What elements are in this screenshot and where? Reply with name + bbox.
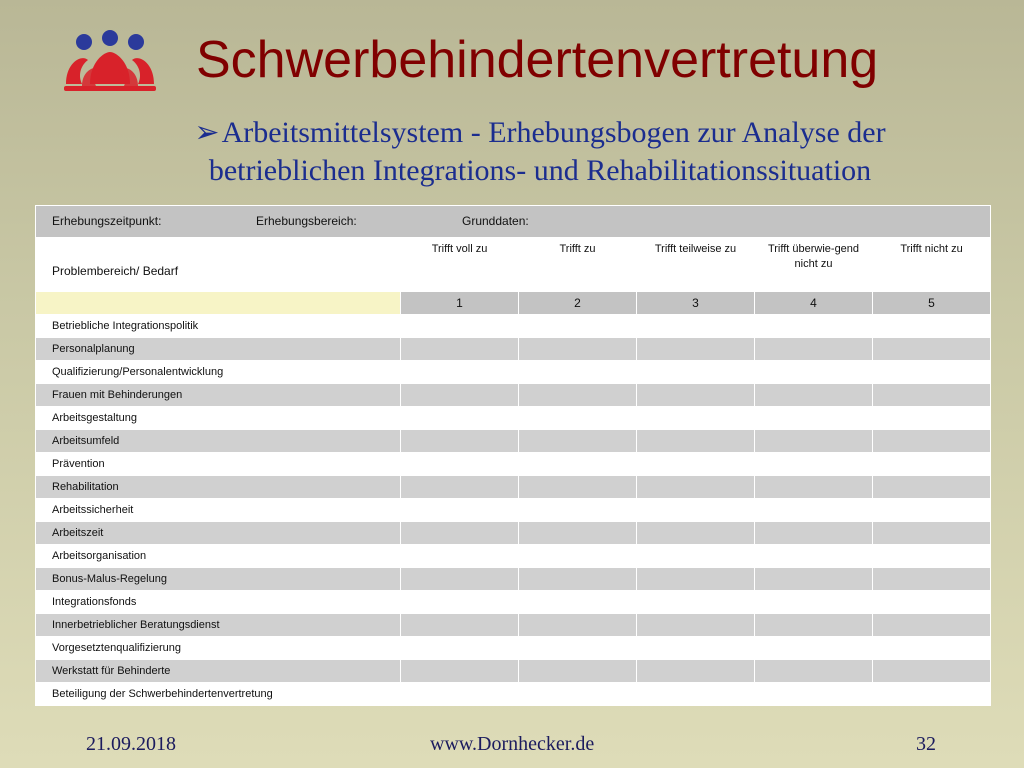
rating-cell[interactable] <box>755 660 873 683</box>
table-row <box>36 384 991 407</box>
rating-cell[interactable] <box>637 522 755 545</box>
rating-cell[interactable] <box>873 660 991 683</box>
table-row <box>36 476 991 499</box>
rating-cell[interactable] <box>637 683 755 706</box>
column-header: Trifft zu <box>519 238 637 292</box>
table-row <box>36 568 991 591</box>
rating-cell[interactable] <box>755 430 873 453</box>
problem-area-label: Integrationsfonds <box>36 591 401 614</box>
rating-cell[interactable] <box>401 522 519 545</box>
problem-area-label: Frauen mit Behinderungen <box>36 384 401 407</box>
problem-area-label: Arbeitssicherheit <box>36 499 401 522</box>
rating-cell[interactable] <box>401 614 519 637</box>
scale-number: 3 <box>637 292 755 315</box>
scale-number: 1 <box>401 292 519 315</box>
footer-date: 21.09.2018 <box>86 733 176 755</box>
column-header-row <box>36 238 991 292</box>
rating-cell[interactable] <box>519 660 637 683</box>
rating-cell[interactable] <box>519 384 637 407</box>
table-row <box>36 315 991 338</box>
rating-cell[interactable] <box>519 476 637 499</box>
problem-area-label: Rehabilitation <box>36 476 401 499</box>
rating-cell[interactable] <box>401 545 519 568</box>
rating-cell[interactable] <box>519 338 637 361</box>
rating-cell[interactable] <box>401 568 519 591</box>
scale-number: 5 <box>873 292 991 315</box>
rating-cell[interactable] <box>755 361 873 384</box>
table-row <box>36 683 991 706</box>
rating-cell[interactable] <box>637 453 755 476</box>
rating-cell[interactable] <box>755 476 873 499</box>
rating-cell[interactable] <box>755 384 873 407</box>
rating-cell[interactable] <box>401 453 519 476</box>
meta-cell <box>36 206 991 238</box>
rating-cell[interactable] <box>401 591 519 614</box>
footer-page-number: 32 <box>916 733 936 755</box>
rating-cell[interactable] <box>519 522 637 545</box>
bereich-label: Erhebungsbereich: <box>256 214 357 228</box>
rating-cell[interactable] <box>637 315 755 338</box>
rating-cell[interactable] <box>873 637 991 660</box>
table-row <box>36 522 991 545</box>
rating-cell[interactable] <box>637 430 755 453</box>
rating-cell[interactable] <box>873 384 991 407</box>
rating-cell[interactable] <box>519 591 637 614</box>
rating-cell[interactable] <box>519 614 637 637</box>
problem-area-label: Personalplanung <box>36 338 401 361</box>
rating-cell[interactable] <box>873 453 991 476</box>
column-header: Trifft voll zu <box>401 238 519 292</box>
rating-cell[interactable] <box>401 637 519 660</box>
row-label-header: Problembereich/ Bedarf <box>36 238 401 292</box>
table-row <box>36 453 991 476</box>
rating-cell[interactable] <box>401 430 519 453</box>
rating-cell[interactable] <box>873 407 991 430</box>
table-row <box>36 407 991 430</box>
column-header: Trifft überwie-gend nicht zu <box>755 238 873 292</box>
rating-cell[interactable] <box>755 407 873 430</box>
rating-cell[interactable] <box>519 637 637 660</box>
rating-cell[interactable] <box>637 476 755 499</box>
problem-area-label: Arbeitsgestaltung <box>36 407 401 430</box>
table-row <box>36 545 991 568</box>
rating-cell[interactable] <box>519 430 637 453</box>
rating-cell[interactable] <box>637 614 755 637</box>
table-row <box>36 338 991 361</box>
rating-cell[interactable] <box>755 315 873 338</box>
rating-cell[interactable] <box>873 499 991 522</box>
rating-cell[interactable] <box>637 384 755 407</box>
rating-cell[interactable] <box>637 591 755 614</box>
rating-cell[interactable] <box>637 499 755 522</box>
grunddaten-label: Grunddaten: <box>462 214 529 228</box>
rating-cell[interactable] <box>755 591 873 614</box>
rating-cell[interactable] <box>755 522 873 545</box>
problem-area-label: Vorgesetztenqualifizierung <box>36 637 401 660</box>
zeitpunkt-label: Erhebungszeitpunkt: <box>52 214 162 228</box>
rating-cell[interactable] <box>873 338 991 361</box>
rating-cell[interactable] <box>873 522 991 545</box>
rating-cell[interactable] <box>873 430 991 453</box>
rating-cell[interactable] <box>637 568 755 591</box>
rating-cell[interactable] <box>401 407 519 430</box>
rating-cell[interactable] <box>637 660 755 683</box>
rating-cell[interactable] <box>873 614 991 637</box>
rating-cell[interactable] <box>401 683 519 706</box>
rating-cell[interactable] <box>755 568 873 591</box>
table-body <box>36 315 991 706</box>
problem-area-label: Qualifizierung/Personalentwicklung <box>36 361 401 384</box>
problem-area-label: Betriebliche Integrationspolitik <box>36 315 401 338</box>
rating-cell[interactable] <box>755 614 873 637</box>
rating-cell[interactable] <box>519 453 637 476</box>
problem-area-label: Arbeitsorganisation <box>36 545 401 568</box>
logo-icon <box>60 26 160 96</box>
rating-cell[interactable] <box>519 361 637 384</box>
problem-area-label: Werkstatt für Behinderte <box>36 660 401 683</box>
scale-number: 2 <box>519 292 637 315</box>
rating-cell[interactable] <box>755 453 873 476</box>
problem-area-label: Innerbetrieblicher Beratungsdienst <box>36 614 401 637</box>
meta-row <box>36 206 991 238</box>
rating-cell[interactable] <box>873 315 991 338</box>
rating-cell[interactable] <box>637 637 755 660</box>
problem-area-label: Arbeitszeit <box>36 522 401 545</box>
rating-cell[interactable] <box>401 384 519 407</box>
rating-cell[interactable] <box>873 361 991 384</box>
problem-area-label: Bonus-Malus-Regelung <box>36 568 401 591</box>
rating-cell[interactable] <box>873 476 991 499</box>
rating-cell[interactable] <box>519 407 637 430</box>
rating-cell[interactable] <box>873 545 991 568</box>
table-row <box>36 660 991 683</box>
rating-cell[interactable] <box>755 683 873 706</box>
subtitle-text: Arbeitsmittelsystem - Erhebungsbogen zur Analyse der betrieblichen Integrations- und Rehabilitationssituation <box>208 116 886 187</box>
table-row <box>36 499 991 522</box>
rating-cell[interactable] <box>519 683 637 706</box>
rating-cell[interactable] <box>755 338 873 361</box>
rating-cell[interactable] <box>401 315 519 338</box>
table-row <box>36 430 991 453</box>
rating-cell[interactable] <box>519 545 637 568</box>
rating-cell[interactable] <box>755 637 873 660</box>
survey-table <box>35 205 991 706</box>
rating-cell[interactable] <box>401 476 519 499</box>
rating-cell[interactable] <box>401 361 519 384</box>
rating-cell[interactable] <box>401 338 519 361</box>
rating-cell[interactable] <box>637 545 755 568</box>
rating-cell[interactable] <box>637 407 755 430</box>
problem-area-label: Arbeitsumfeld <box>36 430 401 453</box>
rating-cell[interactable] <box>755 499 873 522</box>
rating-cell[interactable] <box>401 499 519 522</box>
rating-cell[interactable] <box>873 568 991 591</box>
rating-cell[interactable] <box>519 315 637 338</box>
blank-cell <box>36 292 401 315</box>
table-row <box>36 361 991 384</box>
scale-number: 4 <box>755 292 873 315</box>
scale-number-row <box>36 292 991 315</box>
rating-cell[interactable] <box>637 361 755 384</box>
arrow-bullet-icon: ➢ <box>194 116 220 149</box>
page-title: Schwerbehindertenvertretung <box>196 31 879 89</box>
rating-cell[interactable] <box>873 683 991 706</box>
table-row <box>36 637 991 660</box>
rating-cell[interactable] <box>519 499 637 522</box>
column-header: Trifft nicht zu <box>873 238 991 292</box>
table-row <box>36 614 991 637</box>
problem-area-label: Beteiligung der Schwerbehindertenvertretung <box>36 683 401 706</box>
subtitle <box>130 114 950 190</box>
problem-area-label: Prävention <box>36 453 401 476</box>
rating-cell[interactable] <box>519 568 637 591</box>
column-header: Trifft teilweise zu <box>637 238 755 292</box>
table-row <box>36 591 991 614</box>
rating-cell[interactable] <box>401 660 519 683</box>
rating-cell[interactable] <box>873 591 991 614</box>
footer-website: www.Dornhecker.de <box>430 733 595 755</box>
rating-cell[interactable] <box>755 545 873 568</box>
rating-cell[interactable] <box>637 338 755 361</box>
